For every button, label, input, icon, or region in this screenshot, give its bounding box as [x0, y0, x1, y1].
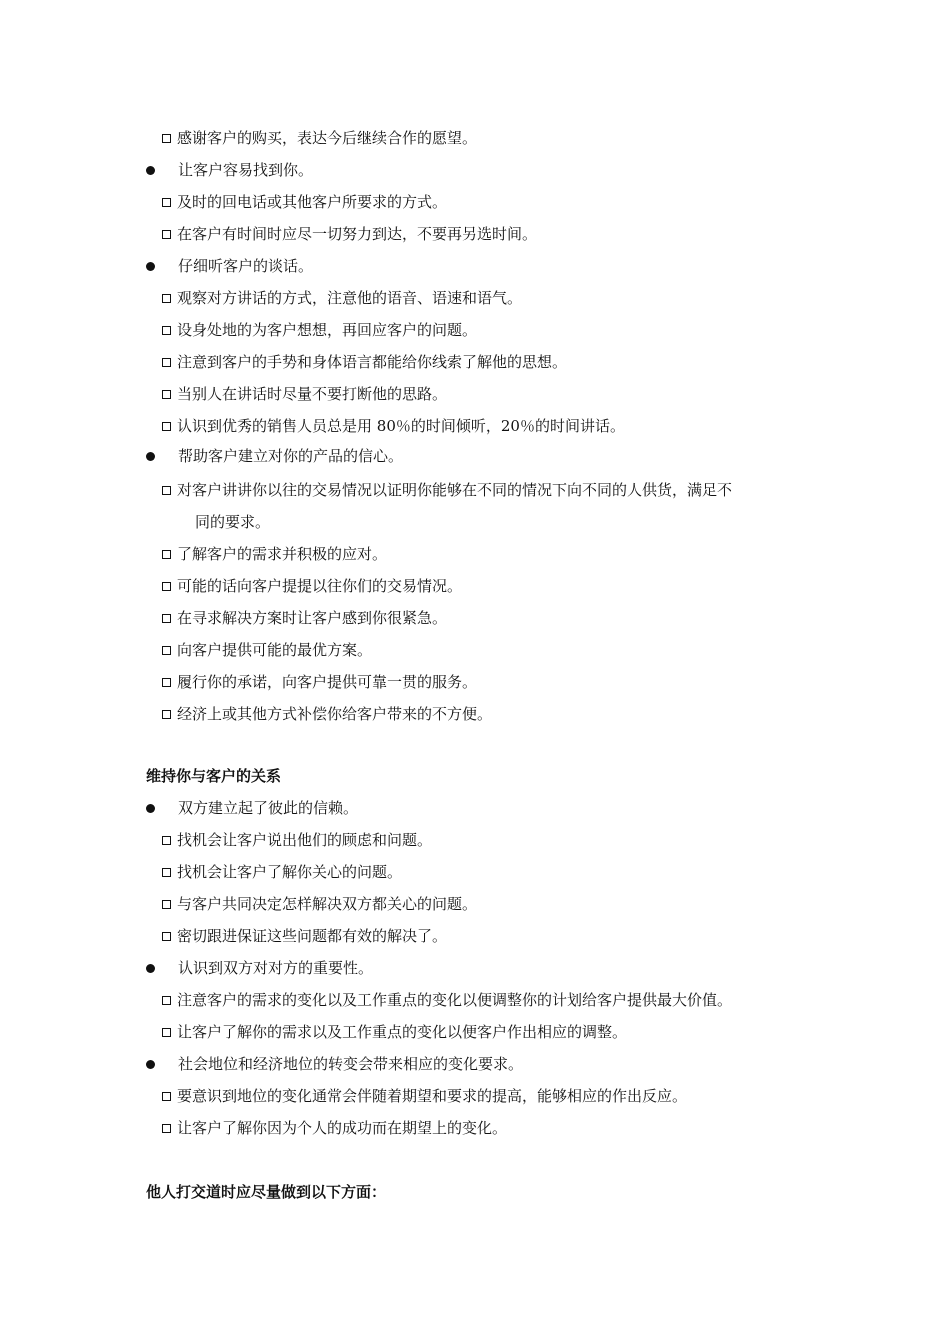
square-bullet-icon	[162, 646, 171, 655]
section-heading: 维持你与客户的关系	[146, 767, 282, 785]
square-bullet-icon	[162, 134, 171, 143]
list-item: 及时的回电话或其他客户所要求的方式。	[162, 192, 447, 212]
square-bullet-icon	[162, 230, 171, 239]
list-item: 观察对方讲话的方式，注意他的语音、语速和语气。	[162, 288, 522, 308]
list-item: 找机会让客户了解你关心的问题。	[162, 862, 402, 882]
list-item: 可能的话向客户提提以往你们的交易情况。	[162, 576, 462, 596]
list-item: 了解客户的需求并积极的应对。	[162, 544, 387, 564]
round-bullet-icon	[146, 166, 155, 175]
list-item: 密切跟进保证这些问题都有效的解决了。	[162, 926, 447, 946]
round-bullet-icon	[146, 1060, 155, 1069]
square-bullet-icon	[162, 486, 171, 495]
list-item: 注意客户的需求的变化以及工作重点的变化以便调整你的计划给客户提供最大价值。	[162, 990, 732, 1010]
list-item: 设身处地的为客户想想，再回应客户的问题。	[162, 320, 477, 340]
square-bullet-icon	[162, 614, 171, 623]
list-item: 仔细听客户的谈话。	[178, 257, 314, 275]
list-item: 双方建立起了彼此的信赖。	[178, 799, 359, 817]
list-item: 注意到客户的手势和身体语言都能给你线索了解他的思想。	[162, 352, 567, 372]
list-item: 向客户提供可能的最优方案。	[162, 640, 372, 660]
list-item: 在客户有时间时应尽一切努力到达，不要再另选时间。	[162, 224, 537, 244]
list-item: 与客户共同决定怎样解决双方都关心的问题。	[162, 894, 477, 914]
square-bullet-icon	[162, 836, 171, 845]
square-bullet-icon	[162, 294, 171, 303]
list-item: 感谢客户的购买，表达今后继续合作的愿望。	[162, 128, 477, 148]
list-item: 认识到优秀的销售人员总是用 80％的时间倾听，20％的时间讲话。	[162, 416, 625, 436]
square-bullet-icon	[162, 868, 171, 877]
list-item: 要意识到地位的变化通常会伴随着期望和要求的提高，能够相应的作出反应。	[162, 1086, 687, 1106]
square-bullet-icon	[162, 198, 171, 207]
square-bullet-icon	[162, 582, 171, 591]
round-bullet-icon	[146, 804, 155, 813]
square-bullet-icon	[162, 390, 171, 399]
square-bullet-icon	[162, 1092, 171, 1101]
list-item: 在寻求解决方案时让客户感到你很紧急。	[162, 608, 447, 628]
square-bullet-icon	[162, 326, 171, 335]
round-bullet-icon	[146, 452, 155, 461]
square-bullet-icon	[162, 550, 171, 559]
square-bullet-icon	[162, 358, 171, 367]
section-heading: 他人打交道时应尽量做到以下方面：	[146, 1183, 387, 1201]
list-item: 找机会让客户说出他们的顾虑和问题。	[162, 830, 432, 850]
list-item: 帮助客户建立对你的产品的信心。	[178, 447, 404, 465]
list-item: 经济上或其他方式补偿你给客户带来的不方便。	[162, 704, 492, 724]
square-bullet-icon	[162, 1124, 171, 1133]
list-item: 对客户讲讲你以往的交易情况以证明你能够在不同的情况下向不同的人供货，满足不	[162, 480, 732, 500]
list-item: 履行你的承诺，向客户提供可靠一贯的服务。	[162, 672, 477, 692]
square-bullet-icon	[162, 710, 171, 719]
list-item: 让客户容易找到你。	[178, 161, 314, 179]
list-item: 社会地位和经济地位的转变会带来相应的变化要求。	[178, 1055, 524, 1073]
square-bullet-icon	[162, 900, 171, 909]
round-bullet-icon	[146, 964, 155, 973]
list-item: 认识到双方对对方的重要性。	[178, 959, 374, 977]
list-item: 让客户了解你因为个人的成功而在期望上的变化。	[162, 1118, 507, 1138]
list-item: 让客户了解你的需求以及工作重点的变化以便客户作出相应的调整。	[162, 1022, 627, 1042]
round-bullet-icon	[146, 262, 155, 271]
list-item-continuation: 同的要求。	[195, 513, 271, 531]
square-bullet-icon	[162, 1028, 171, 1037]
square-bullet-icon	[162, 996, 171, 1005]
square-bullet-icon	[162, 932, 171, 941]
list-item: 当别人在讲话时尽量不要打断他的思路。	[162, 384, 447, 404]
square-bullet-icon	[162, 422, 171, 431]
square-bullet-icon	[162, 678, 171, 687]
